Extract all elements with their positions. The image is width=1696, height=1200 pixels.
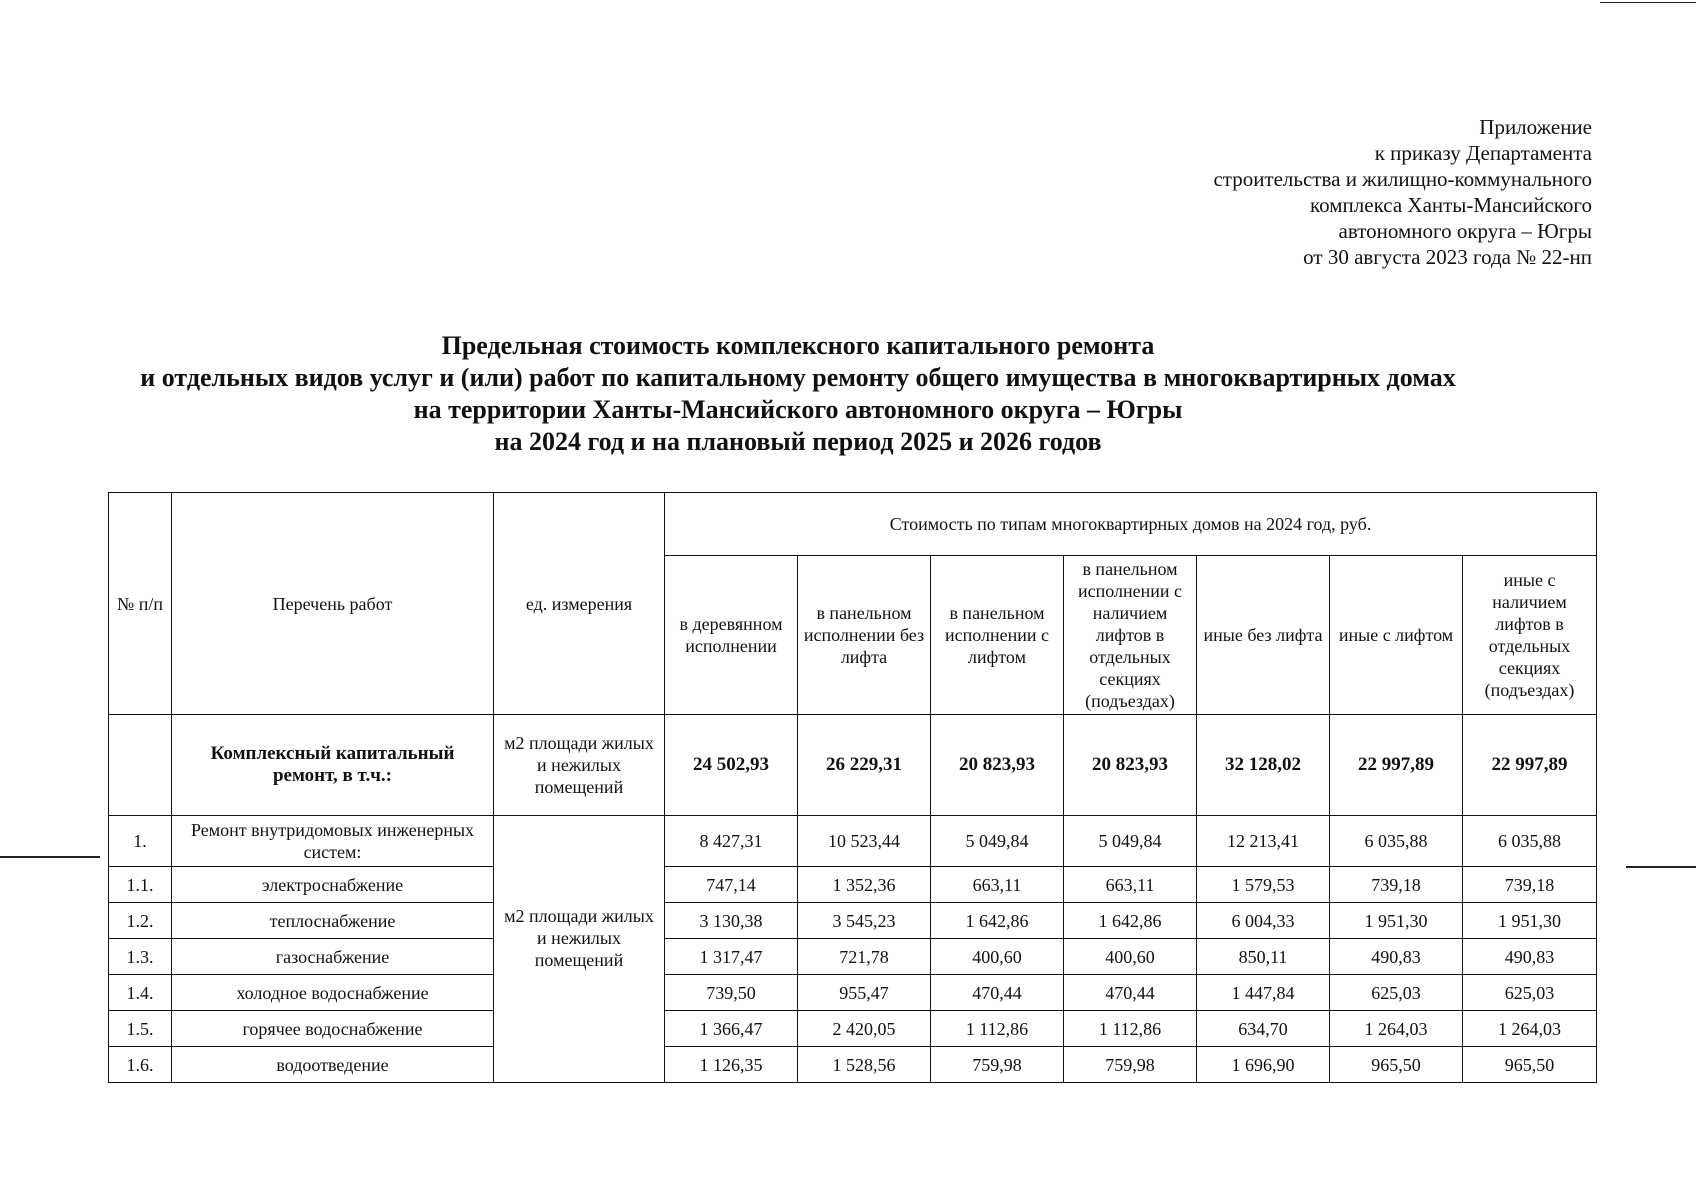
header-works: Перечень работ [172, 493, 494, 715]
table-cell-value: 1 317,47 [665, 939, 798, 975]
title-line: Предельная стоимость комплексного капитального ремонта [441, 331, 1155, 360]
table-cell-num [109, 715, 172, 816]
scan-mark-right [1626, 866, 1696, 868]
document-title [100, 330, 1496, 458]
table-cell-name: водоотведение [172, 1047, 494, 1083]
table-cell-value: 625,03 [1463, 975, 1597, 1011]
table-cell-value: 400,60 [931, 939, 1064, 975]
cost-table [108, 492, 1597, 1083]
table-cell-value: 1 528,56 [798, 1047, 931, 1083]
table-cell-value: 22 997,89 [1330, 715, 1463, 816]
table-cell-value: 721,78 [798, 939, 931, 975]
table-cell-name: Комплексный капитальный ремонт, в т.ч.: [172, 715, 494, 816]
table-cell-num: 1.6. [109, 1047, 172, 1083]
table-cell-num: 1.1. [109, 867, 172, 903]
table-cell-value: 1 112,86 [931, 1011, 1064, 1047]
table-cell-num: 1.2. [109, 903, 172, 939]
table-cell-value: 5 049,84 [1064, 816, 1197, 867]
table-row [109, 975, 1597, 1011]
table-cell-value: 3 130,38 [665, 903, 798, 939]
appendix-line: к приказу Департамента [1374, 141, 1592, 165]
table-cell-value: 1 642,86 [931, 903, 1064, 939]
header-type-other-no-lift: иные без лифта [1197, 556, 1330, 715]
table-cell-value: 965,50 [1463, 1047, 1597, 1083]
header-type-other-lift: иные с лифтом [1330, 556, 1463, 715]
header-type-other-section-lift: иные с наличием лифтов в отдельных секциях (подъездах) [1463, 556, 1597, 715]
table-cell-value: 759,98 [1064, 1047, 1197, 1083]
table-cell-value: 1 642,86 [1064, 903, 1197, 939]
table-cell-value: 1 352,36 [798, 867, 931, 903]
table-cell-value: 739,18 [1330, 867, 1463, 903]
table-cell-name: газоснабжение [172, 939, 494, 975]
header-type-wooden: в деревянном исполнении [665, 556, 798, 715]
table-cell-value: 1 366,47 [665, 1011, 798, 1047]
table-cell-value: 747,14 [665, 867, 798, 903]
table-cell-name: горячее водоснабжение [172, 1011, 494, 1047]
table-cell-value: 1 579,53 [1197, 867, 1330, 903]
table-cell-value: 24 502,93 [665, 715, 798, 816]
table-cell-value: 400,60 [1064, 939, 1197, 975]
table-cell-value: 12 213,41 [1197, 816, 1330, 867]
table-cell-name: теплоснабжение [172, 903, 494, 939]
table-cell-value: 1 112,86 [1064, 1011, 1197, 1047]
header-num: № п/п [109, 493, 172, 715]
header-type-panel-no-lift: в панельном исполнении без лифта [798, 556, 931, 715]
table-cell-unit [494, 816, 665, 867]
table-cell-value: 490,83 [1463, 939, 1597, 975]
table-cell-value: 10 523,44 [798, 816, 931, 867]
table-cell-value: 6 035,88 [1463, 816, 1597, 867]
header-unit: ед. измерения [494, 493, 665, 715]
title-line: на территории Ханты-Мансийского автономного округа – Югры [413, 395, 1183, 424]
table-row [109, 816, 1597, 867]
title-line: на 2024 год и на плановый период 2025 и 2026 годов [494, 427, 1102, 456]
table-row [109, 1047, 1597, 1083]
scan-mark-top-right [1600, 2, 1696, 3]
table-cell-value: 470,44 [1064, 975, 1197, 1011]
table-cell-value: 955,47 [798, 975, 931, 1011]
table-cell-num: 1.3. [109, 939, 172, 975]
table-cell-value: 2 420,05 [798, 1011, 931, 1047]
table-cell-num: 1.4. [109, 975, 172, 1011]
table-cell-value: 625,03 [1330, 975, 1463, 1011]
appendix-line: автономного округа – Югры [1338, 219, 1592, 243]
table-cell-value: 22 997,89 [1463, 715, 1597, 816]
table-cell-value: 8 427,31 [665, 816, 798, 867]
scan-mark-left [0, 856, 100, 858]
table-cell-value: 1 696,90 [1197, 1047, 1330, 1083]
table-row-summary [109, 715, 1597, 816]
appendix-header [1213, 114, 1592, 270]
header-type-panel-section-lift: в панельном исполнении с наличием лифтов в отдельных секциях (подъездах) [1064, 556, 1197, 715]
table-cell-value: 20 823,93 [1064, 715, 1197, 816]
table-cell-value: 634,70 [1197, 1011, 1330, 1047]
table-cell-value: 739,50 [665, 975, 798, 1011]
table-cell-value: 759,98 [931, 1047, 1064, 1083]
table-cell-value: 1 264,03 [1330, 1011, 1463, 1047]
table-cell-value: 1 126,35 [665, 1047, 798, 1083]
table-cell-value: 20 823,93 [931, 715, 1064, 816]
table-cell-value: 32 128,02 [1197, 715, 1330, 816]
table-cell-value: 26 229,31 [798, 715, 931, 816]
table-cell-value: 739,18 [1463, 867, 1597, 903]
table-cell-value: 850,11 [1197, 939, 1330, 975]
title-line: и отдельных видов услуг и (или) работ по капитальному ремонту общего имущества в многоквартирных домах [140, 363, 1456, 392]
appendix-line: комплекса Ханты-Мансийского [1310, 193, 1592, 217]
table-cell-value: 6 004,33 [1197, 903, 1330, 939]
table-cell-value: 663,11 [931, 867, 1064, 903]
table-cell-name: холодное водоснабжение [172, 975, 494, 1011]
table-cell-value: 1 951,30 [1463, 903, 1597, 939]
header-type-panel-lift: в панельном исполнении с лифтом [931, 556, 1064, 715]
appendix-line: строительства и жилищно-коммунального [1213, 167, 1592, 191]
table-cell-value: 1 951,30 [1330, 903, 1463, 939]
header-cost-group: Стоимость по типам многоквартирных домов на 2024 год, руб. [665, 493, 1597, 556]
table-row [109, 867, 1597, 903]
table-row [109, 1011, 1597, 1047]
appendix-line: Приложение [1479, 115, 1592, 139]
table-cell-value: 1 447,84 [1197, 975, 1330, 1011]
table-cell-name: электроснабжение [172, 867, 494, 903]
table-cell-unit: м2 площади жилых и нежилых помещений [494, 715, 665, 816]
table-cell-value: 965,50 [1330, 1047, 1463, 1083]
appendix-line: от 30 августа 2023 года № 22-нп [1303, 245, 1592, 269]
table-row [109, 903, 1597, 939]
table-row [109, 939, 1597, 975]
table-cell-value: 6 035,88 [1330, 816, 1463, 867]
table-cell-value: 5 049,84 [931, 816, 1064, 867]
table-cell-num: 1.5. [109, 1011, 172, 1047]
table-cell-value: 470,44 [931, 975, 1064, 1011]
table-cell-name: Ремонт внутридомовых инженерных систем: [172, 816, 494, 867]
table-cell-value: 490,83 [1330, 939, 1463, 975]
table-cell-unit: м2 площади жилых и нежилых помещений [494, 867, 665, 1083]
table-cell-num: 1. [109, 816, 172, 867]
table-cell-value: 663,11 [1064, 867, 1197, 903]
table-cell-value: 3 545,23 [798, 903, 931, 939]
table-cell-value: 1 264,03 [1463, 1011, 1597, 1047]
